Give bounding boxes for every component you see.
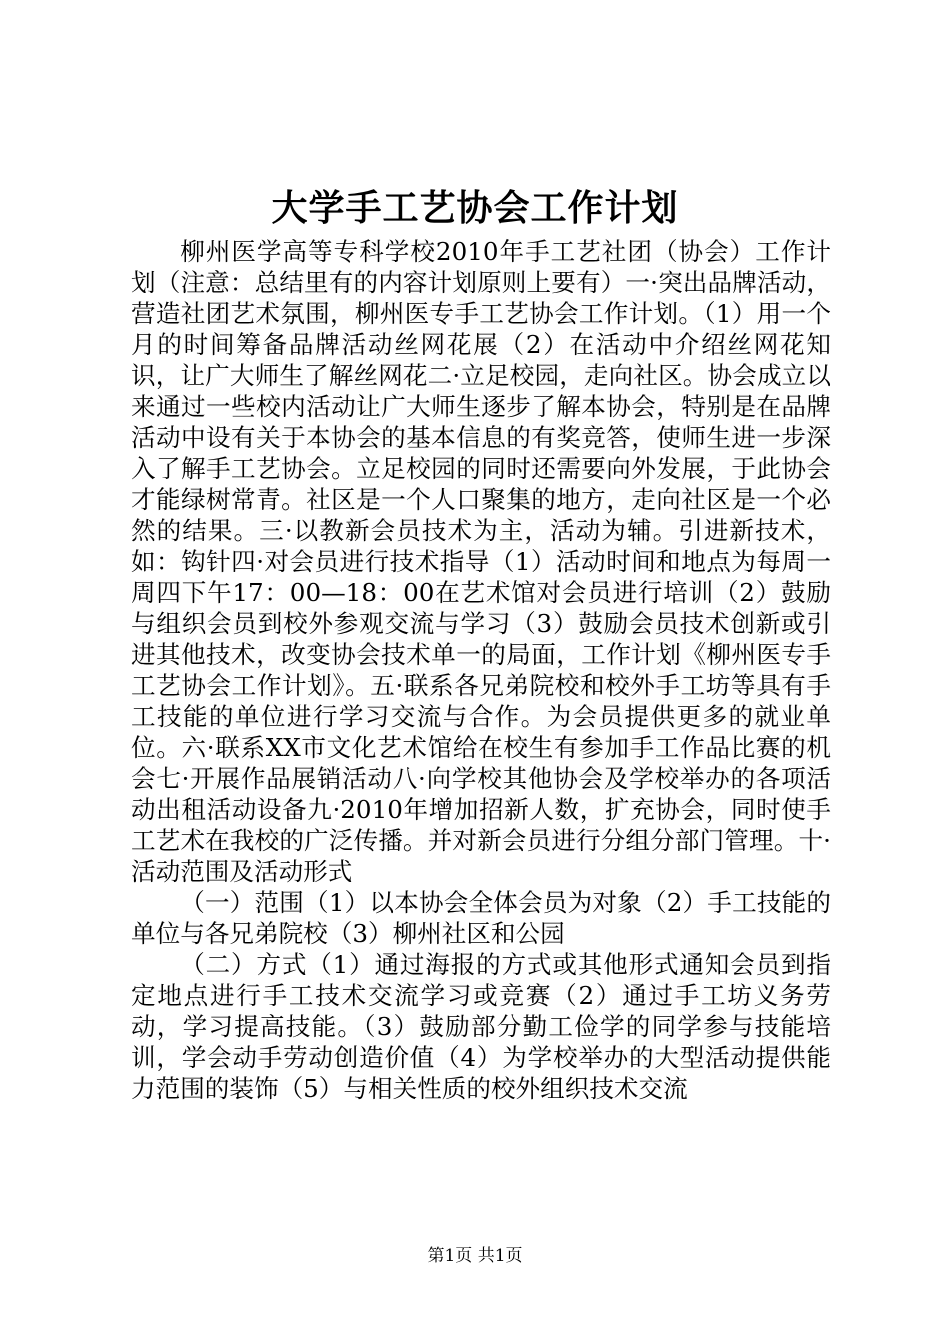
body-paragraph-2: （一）范围（1）以本协会全体会员为对象（2）手工技能的单位与各兄弟院校（3）柳州社区和公园 <box>131 888 831 948</box>
document-body <box>131 236 831 1104</box>
body-paragraph-1: 柳州医学高等专科学校2010年手工艺社团（协会）工作计划（注意：总结里有的内容计划原则上要有）一·突出品牌活动，营造社团艺术氛围，柳州医专手工艺协会工作计划。（1）用一个月的时间筹备品牌活动丝网花展（2）在活动中介绍丝网花知识，让广大师生了解丝网花二·立足校园，走向社区。协会成立以来通过一些校内活动让广大师生逐步了解本协会，特别是在品牌活动中设有关于本协会的基本信息的有奖竞答，使师生进一步深入了解手工艺协会。立足校园的同时还需要向外发展，于此协会才能绿树常青。社区是一个人口聚集的地方，走向社区是一个必然的结果。三·以教新会员技术为主，活动为辅。引进新技术，如：钩针四·对会员进行技术指导（1）活动时间和地点为每周一周四下午17：00—18：00在艺术馆对会员进行培训（2）鼓励与组织会员到校外参观交流与学习（3）鼓励会员技术创新或引进其他技术，改变协会技术单一的局面，工作计划《柳州医专手工艺协会工作计划》。五·联系各兄弟院校和校外手工坊等具有手工技能的单位进行学习交流与合作。为会员提供更多的就业单位。六·联系XX市文化艺术馆给在校生有参加手工作品比赛的机会七·开展作品展销活动八·向学校其他协会及学校举办的各项活动出租活动设备九·2010年增加招新人数，扩充协会，同时使手工艺术在我校的广泛传播。并对新会员进行分组分部门管理。十·活动范围及活动形式 <box>131 237 831 886</box>
body-paragraph-3: （二）方式（1）通过海报的方式或其他形式通知会员到指定地点进行手工技术交流学习或竞赛（2）通过手工坊义务劳动，学习提高技能。（3）鼓励部分勤工俭学的同学参与技能培训，学会动手劳动创造价值（4）为学校举办的大型活动提供能力范围的装饰（5）与相关性质的校外组织技术交流 <box>131 950 831 1103</box>
document-title: 大学手工艺协会工作计划 <box>271 187 679 229</box>
page-footer: 第1页 共1页 <box>427 1246 523 1266</box>
